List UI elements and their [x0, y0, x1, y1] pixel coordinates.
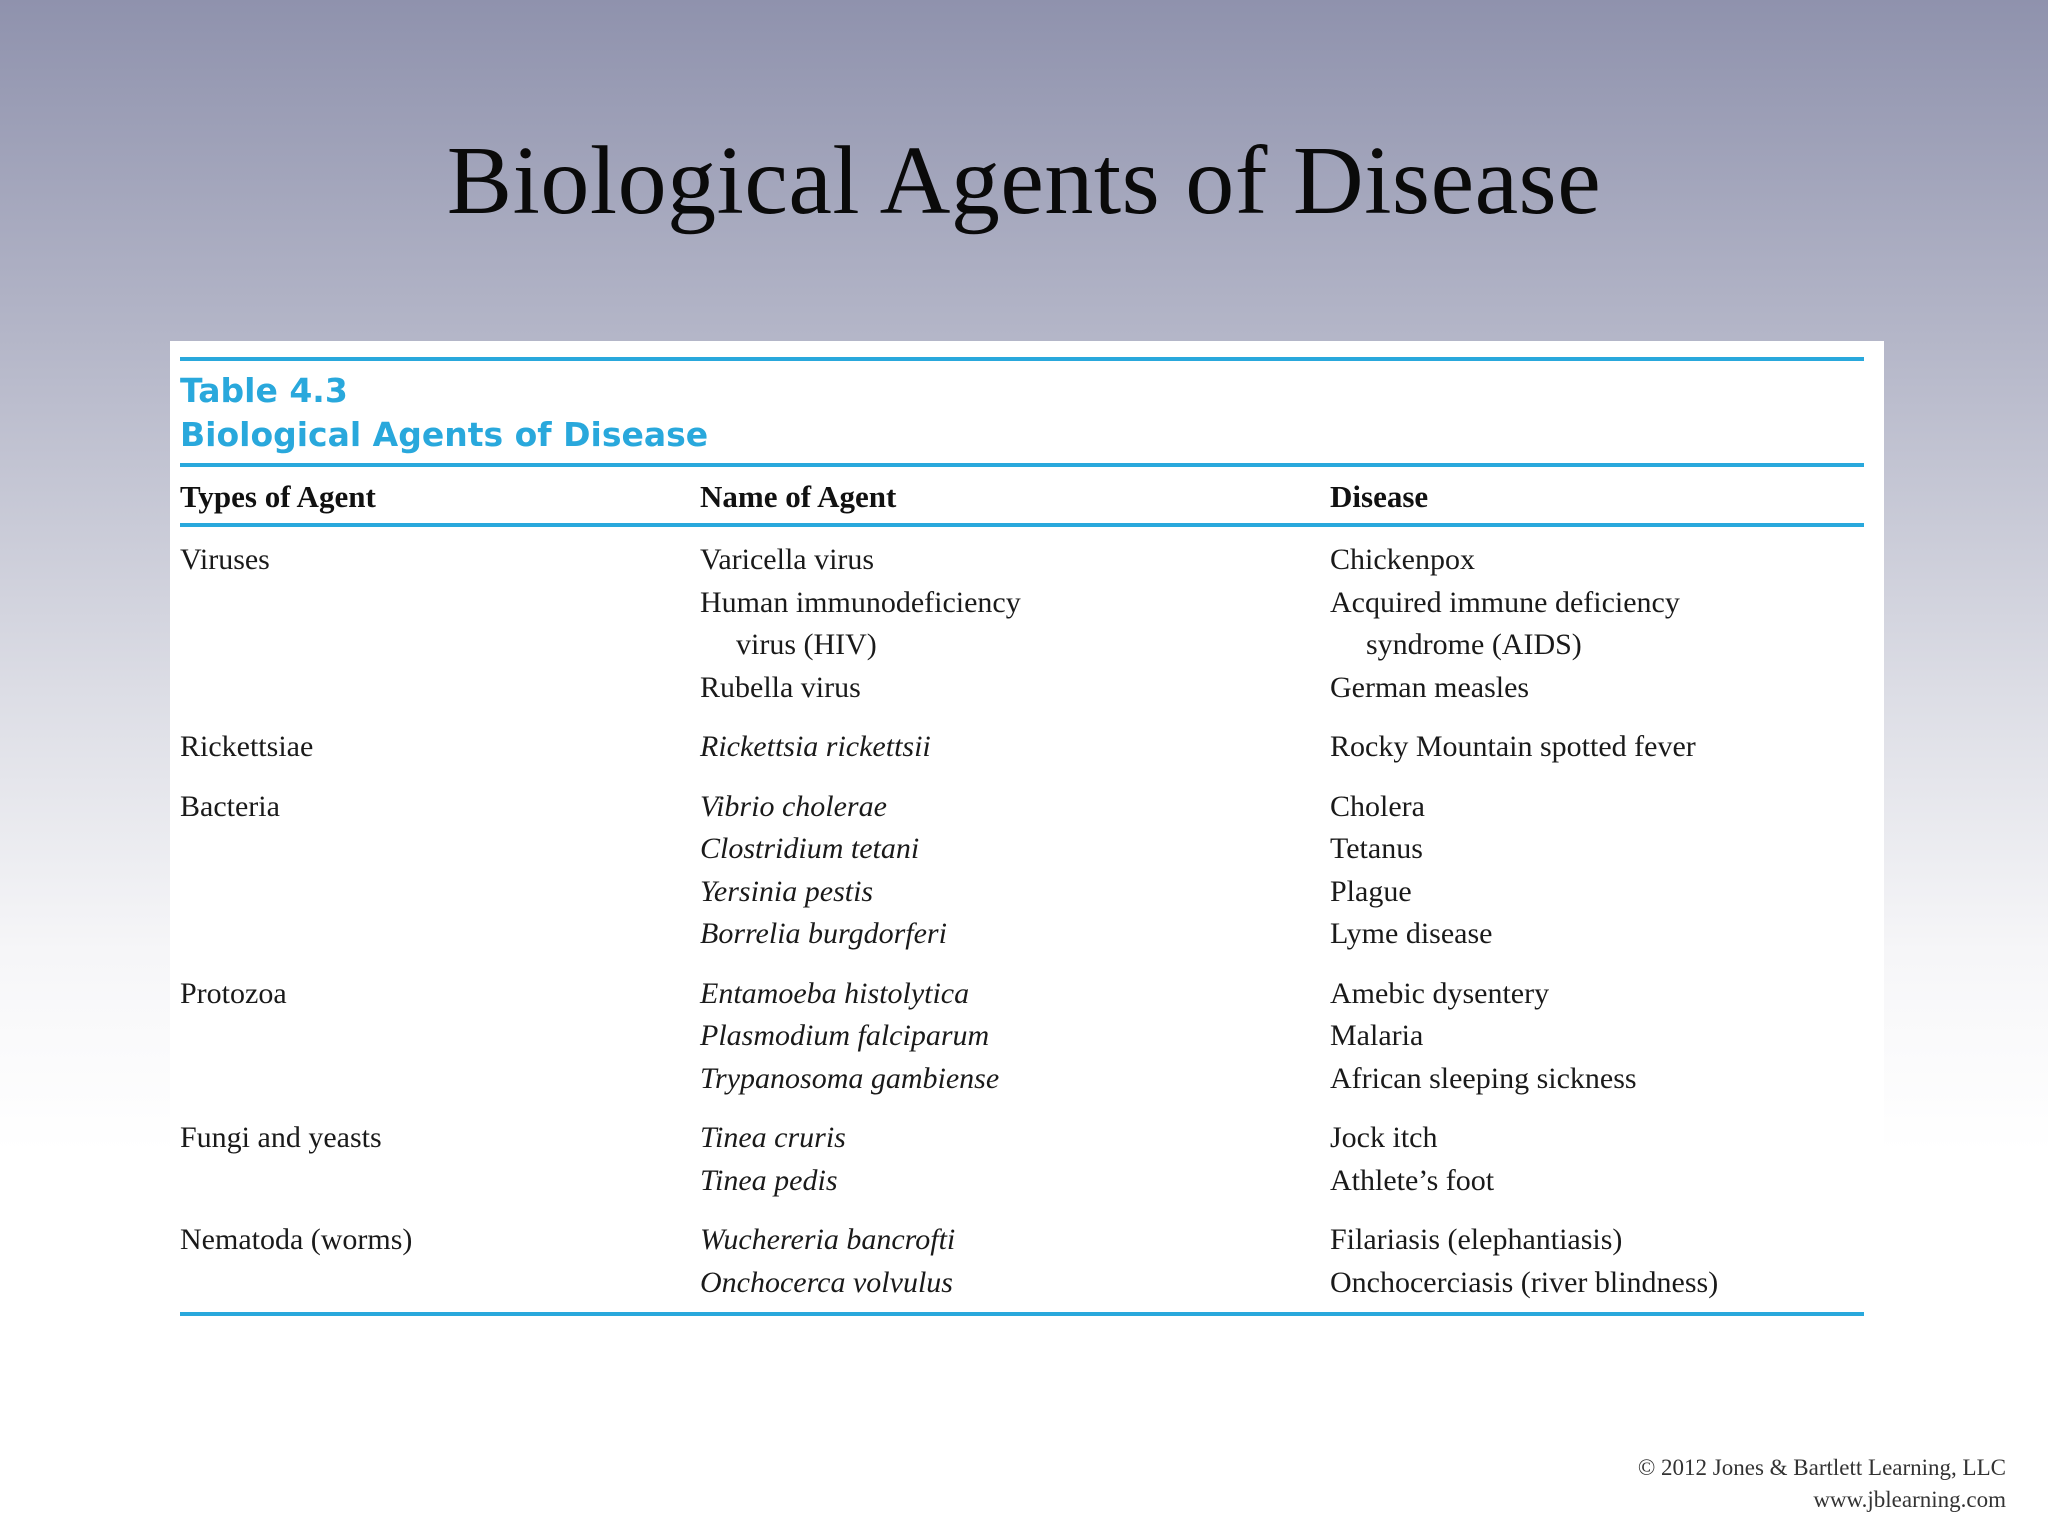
agent-names	[700, 973, 999, 1101]
agent-names	[700, 1219, 955, 1304]
disease-name: Chickenpox	[1330, 543, 1475, 576]
agent-type: Nematoda (worms)	[180, 1223, 413, 1256]
disease-name: Amebic dysentery	[1330, 976, 1550, 1010]
agent-name: Rubella virus	[700, 670, 861, 704]
agent-name: Onchocerca volvulus	[700, 1265, 953, 1299]
column-header-name: Name of Agent	[700, 479, 897, 514]
disease-name: Onchocerciasis (river blindness)	[1330, 1265, 1719, 1299]
agent-type: Fungi and yeasts	[180, 1121, 382, 1154]
agent-name: Rickettsia rickettsii	[700, 730, 931, 763]
copyright-notice	[1638, 1452, 2006, 1516]
disease-name: Acquired immune deficiency	[1330, 585, 1680, 619]
disease-name: African sleeping sickness	[1330, 1061, 1637, 1095]
agent-name: Plasmodium falciparum	[700, 1019, 990, 1052]
table-caption	[180, 369, 708, 457]
disease-name: syndrome (AIDS)	[1366, 628, 1582, 661]
table-title: Biological Agents of Disease	[180, 415, 709, 454]
agent-type: Rickettsiae	[180, 730, 314, 763]
disease-name: Malaria	[1330, 1019, 1424, 1052]
agent-type: Protozoa	[180, 976, 287, 1010]
agent-type: Bacteria	[180, 789, 280, 823]
disease-name: Filariasis (elephantiasis)	[1330, 1223, 1623, 1256]
agent-names	[700, 786, 947, 956]
agent-name: Tinea pedis	[700, 1163, 838, 1197]
column-header-type: Types of Agent	[180, 479, 376, 514]
slide-title: Biological Agents of Disease	[446, 127, 1602, 235]
disease-name: Jock itch	[1330, 1121, 1438, 1154]
agent-name: Vibrio cholerae	[700, 789, 887, 823]
disease-name: Rocky Mountain spotted fever	[1330, 730, 1696, 763]
agent-type: Viruses	[180, 543, 270, 576]
disease-name: Lyme disease	[1330, 917, 1493, 950]
agent-name: Yersinia pestis	[700, 874, 874, 908]
table-panel	[170, 341, 1884, 1341]
agent-name: Borrelia burgdorferi	[700, 917, 947, 950]
agent-name: Wuchereria bancrofti	[700, 1223, 956, 1256]
disease-names	[1330, 1219, 1718, 1304]
disease-name: Plague	[1330, 874, 1412, 908]
disease-names	[1330, 1117, 1494, 1202]
agent-name: Clostridium tetani	[700, 832, 920, 865]
publisher-website: www.jblearning.com	[1813, 1487, 2006, 1512]
disease-name: Tetanus	[1330, 832, 1423, 865]
disease-name: Athlete’s foot	[1330, 1163, 1495, 1197]
table-top-rule	[180, 357, 1864, 361]
table-bottom-rule	[180, 1312, 1864, 1316]
agent-name: Human immunodeficiency	[700, 585, 1021, 619]
disease-name: Cholera	[1330, 789, 1425, 823]
agent-name: virus (HIV)	[736, 628, 877, 661]
disease-name: German measles	[1330, 670, 1530, 704]
disease-names	[1330, 973, 1637, 1101]
agent-names	[700, 1117, 846, 1202]
agent-names	[700, 539, 1021, 709]
table-number: Table 4.3	[180, 371, 348, 410]
agent-name: Varicella virus	[700, 543, 875, 576]
column-header-disease: Disease	[1330, 479, 1429, 514]
disease-names	[1330, 786, 1492, 956]
disease-names	[1330, 539, 1680, 709]
disease-names	[1330, 726, 1696, 769]
header-rule	[180, 523, 1864, 527]
agent-names	[700, 726, 931, 769]
agent-name: Entamoeba histolytica	[700, 976, 970, 1010]
caption-rule	[180, 463, 1864, 467]
agent-name: Trypanosoma gambiense	[700, 1061, 1000, 1095]
agent-name: Tinea cruris	[700, 1121, 846, 1154]
copyright-text: © 2012 Jones & Bartlett Learning, LLC	[1637, 1455, 2006, 1480]
